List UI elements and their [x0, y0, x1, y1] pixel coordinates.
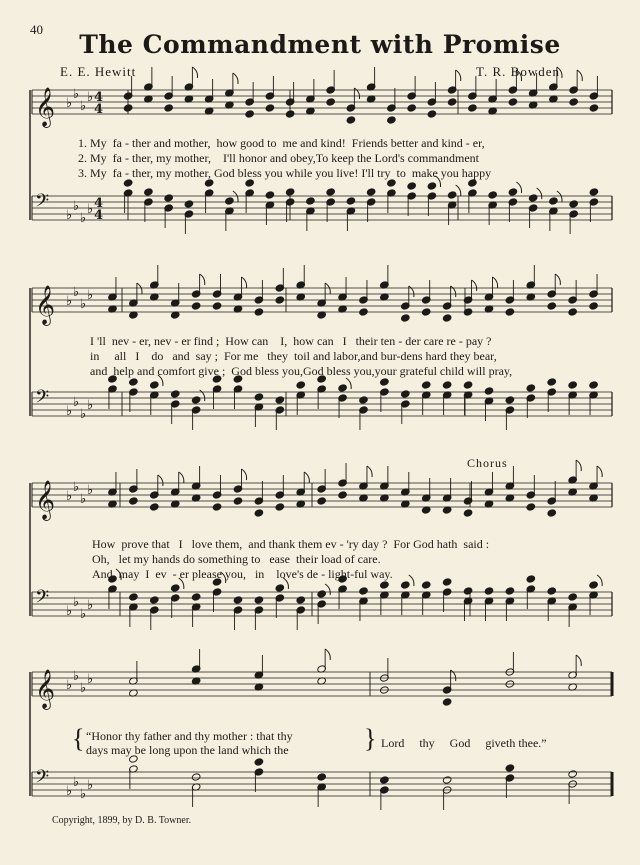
note-head: [129, 593, 139, 601]
note-head: [547, 587, 557, 595]
note-flag: [597, 466, 602, 477]
note-head: [401, 314, 411, 322]
note-head: [468, 104, 478, 112]
note-head: [427, 110, 437, 118]
note-head: [326, 188, 336, 196]
copyright-notice: Copyright, 1899, by D. B. Towner.: [52, 815, 192, 826]
note-head: [547, 378, 557, 386]
note-head: [212, 302, 222, 310]
note-head: [338, 491, 348, 499]
lyric-line-s1-v1: 1. My fa - ther and mother, how good to me and kind! Friends better and kind - er,: [78, 136, 485, 150]
bass-clef-icon: 𝄢: [35, 767, 50, 792]
time-signature-top: 4: [94, 90, 104, 105]
treble-clef-icon: 𝄞: [35, 669, 56, 709]
note-head: [505, 396, 515, 404]
note-head: [508, 98, 518, 106]
note-head: [380, 581, 390, 589]
note-head: [387, 179, 397, 187]
note-head: [144, 188, 154, 196]
note-head: [568, 381, 578, 389]
note-head: [526, 503, 536, 511]
flat-icon: ♭: [73, 285, 80, 300]
note-flag: [516, 70, 521, 81]
time-signature-top: 4: [94, 196, 104, 211]
note-head: [547, 302, 557, 310]
flat-icon: ♭: [73, 480, 80, 495]
note-head: [463, 381, 473, 389]
flat-icon: ♭: [73, 595, 80, 610]
note-head: [526, 575, 536, 583]
treble-clef-icon: 𝄞: [35, 480, 56, 520]
note-head: [150, 381, 160, 389]
note-head: [407, 104, 417, 112]
note-flag: [472, 280, 477, 291]
note-head: [387, 116, 397, 124]
lyric-line-s2-v1: I 'll nev - er, nev - er find ; How can I, how can I their ten - der care re - pay ?: [90, 334, 492, 348]
note-head: [484, 587, 494, 595]
note-head: [296, 596, 306, 604]
time-signature-bottom: 4: [94, 102, 104, 117]
note-head: [380, 378, 390, 386]
note-head: [442, 578, 452, 586]
note-head: [526, 384, 536, 392]
page-number: 40: [30, 22, 43, 37]
note-flag: [367, 466, 372, 477]
note-head: [447, 98, 457, 106]
note-head: [150, 503, 160, 511]
note-flag: [456, 70, 461, 81]
bass-clef-icon: 𝄢: [35, 191, 50, 216]
flat-icon: ♭: [66, 294, 73, 309]
note-flag: [241, 469, 246, 480]
note-head: [346, 197, 356, 205]
note-head: [528, 194, 538, 202]
note-flag: [576, 655, 581, 666]
note-head: [359, 396, 369, 404]
flat-icon: ♭: [80, 211, 87, 226]
note-head: [123, 179, 133, 187]
note-head: [245, 179, 255, 187]
note-head: [589, 188, 599, 196]
note-head: [296, 381, 306, 389]
note-head: [164, 194, 174, 202]
flat-icon: ♭: [87, 398, 94, 413]
note-head: [589, 302, 599, 310]
lyric-brace-right: }: [364, 724, 377, 753]
note-head: [484, 387, 494, 395]
note-head: [317, 773, 327, 781]
flat-icon: ♭: [87, 90, 94, 105]
note-head: [366, 188, 376, 196]
note-flag: [557, 67, 562, 78]
note-head: [212, 503, 222, 511]
note-head: [275, 296, 285, 304]
note-flag: [233, 73, 238, 84]
note-head: [421, 381, 431, 389]
note-head: [233, 497, 243, 505]
note-head: [442, 698, 452, 706]
flat-icon: ♭: [66, 404, 73, 419]
note-head: [129, 497, 139, 505]
lyric-line-s3-v1: How prove that I love them, and thank them ev - 'ry day ? For God hath said :: [92, 537, 490, 551]
note-head: [380, 776, 390, 784]
note-head: [569, 98, 579, 106]
note-head: [254, 758, 264, 766]
note-head: [184, 200, 194, 208]
note-head: [442, 314, 452, 322]
note-head: [442, 381, 452, 389]
hymn-title: The Commandment with Promise: [79, 30, 561, 59]
flat-icon: ♭: [80, 607, 87, 622]
note-head: [265, 104, 275, 112]
bass-clef-icon: 𝄢: [35, 587, 50, 612]
note-flag: [179, 472, 184, 483]
note-head: [170, 390, 180, 398]
note-head: [468, 179, 478, 187]
note-head: [326, 98, 336, 106]
note-head: [547, 509, 557, 517]
note-head: [306, 197, 316, 205]
note-head: [285, 110, 295, 118]
flat-icon: ♭: [66, 604, 73, 619]
note-flag: [241, 277, 246, 288]
flat-icon: ♭: [73, 669, 80, 684]
note-head: [488, 191, 498, 199]
note-flag: [576, 460, 581, 471]
note-head: [170, 584, 180, 592]
flat-icon: ♭: [87, 672, 94, 687]
flat-icon: ♭: [80, 492, 87, 507]
flat-icon: ♭: [80, 681, 87, 696]
lyric-line-s1-v3: 3. My fa - ther, my mother, God bless you while you live! I'll try to make you happy: [78, 166, 492, 180]
note-head: [191, 593, 201, 601]
note-head: [204, 179, 214, 187]
note-head: [164, 104, 174, 112]
chorus-label: Chorus: [467, 456, 508, 470]
note-head: [549, 197, 559, 205]
flat-icon: ♭: [87, 483, 94, 498]
note-head: [317, 590, 327, 598]
lyricist-credit: E. E. Hewitt: [60, 64, 137, 79]
note-head: [317, 497, 327, 505]
bass-clef-icon: 𝄢: [35, 387, 50, 412]
note-head: [285, 188, 295, 196]
note-head: [401, 390, 411, 398]
note-head: [150, 596, 160, 604]
flat-icon: ♭: [66, 96, 73, 111]
note-flag: [325, 649, 330, 660]
flat-icon: ♭: [73, 775, 80, 790]
treble-clef-icon: 𝄞: [35, 87, 56, 127]
lyric-line-s4-a: “Honor thy father and thy mother : that thy: [86, 729, 293, 743]
note-head: [589, 104, 599, 112]
note-head: [123, 104, 133, 112]
note-head: [191, 302, 201, 310]
note-head: [407, 182, 417, 190]
lyric-line-s2-v3: and help and comfort give ; God bless you,God bless you,your grateful child will pray,: [90, 364, 513, 378]
note-head: [254, 393, 264, 401]
note-head: [275, 503, 285, 511]
note-head: [427, 182, 437, 190]
lyric-line-s1-v2: 2. My fa - ther, my mother, I'll honor and obey,To keep the Lord's commandment: [78, 151, 479, 165]
lyric-line-s2-v2: in all I do and say ; For me they toil and labor,and bur-dens hard they bear,: [90, 349, 497, 363]
note-flag: [555, 274, 560, 285]
note-head: [225, 197, 235, 205]
note-head: [505, 308, 515, 316]
note-head: [359, 587, 369, 595]
note-head: [338, 384, 348, 392]
note-head: [505, 764, 515, 772]
note-head: [463, 587, 473, 595]
lyric-line-s3-v3: And may I ev - er please you, in love's de - light-ful way.: [92, 567, 393, 581]
flat-icon: ♭: [66, 208, 73, 223]
note-flag: [158, 475, 163, 486]
note-head: [359, 308, 369, 316]
note-head: [254, 308, 264, 316]
note-flag: [304, 472, 309, 483]
note-head: [421, 308, 431, 316]
note-head: [463, 509, 473, 517]
flat-icon: ♭: [66, 489, 73, 504]
note-head: [265, 191, 275, 199]
lyric-line-s4-b: days may be long upon the land which the: [86, 743, 289, 757]
lyric-line-s4-c: Lord thy God giveth thee.”: [381, 736, 547, 750]
note-head: [568, 770, 578, 778]
note-head: [442, 776, 452, 784]
note-flag: [577, 70, 582, 81]
note-head: [447, 191, 457, 199]
note-flag: [137, 283, 142, 294]
note-head: [245, 110, 255, 118]
flat-icon: ♭: [73, 395, 80, 410]
note-head: [568, 593, 578, 601]
note-head: [401, 581, 411, 589]
flat-icon: ♭: [87, 288, 94, 303]
note-head: [233, 596, 243, 604]
lyric-brace-left: {: [72, 724, 85, 753]
time-signature-bottom: 4: [94, 208, 104, 223]
note-head: [589, 381, 599, 389]
flat-icon: ♭: [66, 678, 73, 693]
note-head: [254, 509, 264, 517]
flat-icon: ♭: [87, 778, 94, 793]
note-head: [129, 378, 139, 386]
note-head: [569, 200, 579, 208]
flat-icon: ♭: [73, 87, 80, 102]
note-flag: [492, 277, 497, 288]
note-head: [589, 581, 599, 589]
note-head: [254, 596, 264, 604]
note-flag: [325, 283, 330, 294]
note-head: [191, 396, 201, 404]
flat-icon: ♭: [80, 99, 87, 114]
treble-clef-icon: 𝄞: [35, 285, 56, 325]
note-flag: [200, 274, 205, 285]
note-head: [191, 773, 201, 781]
note-head: [346, 116, 356, 124]
flat-icon: ♭: [87, 598, 94, 613]
flat-icon: ♭: [80, 407, 87, 422]
note-head: [508, 188, 518, 196]
note-head: [275, 396, 285, 404]
note-head: [568, 308, 578, 316]
composer-credit: T. R. Bowden: [476, 64, 560, 79]
flat-icon: ♭: [80, 297, 87, 312]
note-head: [421, 581, 431, 589]
flat-icon: ♭: [80, 787, 87, 802]
lyric-line-s3-v2: Oh, let my hands do something to ease their load of care.: [92, 552, 381, 566]
note-head: [505, 587, 515, 595]
flat-icon: ♭: [66, 784, 73, 799]
flat-icon: ♭: [73, 199, 80, 214]
flat-icon: ♭: [87, 202, 94, 217]
note-head: [275, 584, 285, 592]
note-flag: [192, 67, 197, 78]
